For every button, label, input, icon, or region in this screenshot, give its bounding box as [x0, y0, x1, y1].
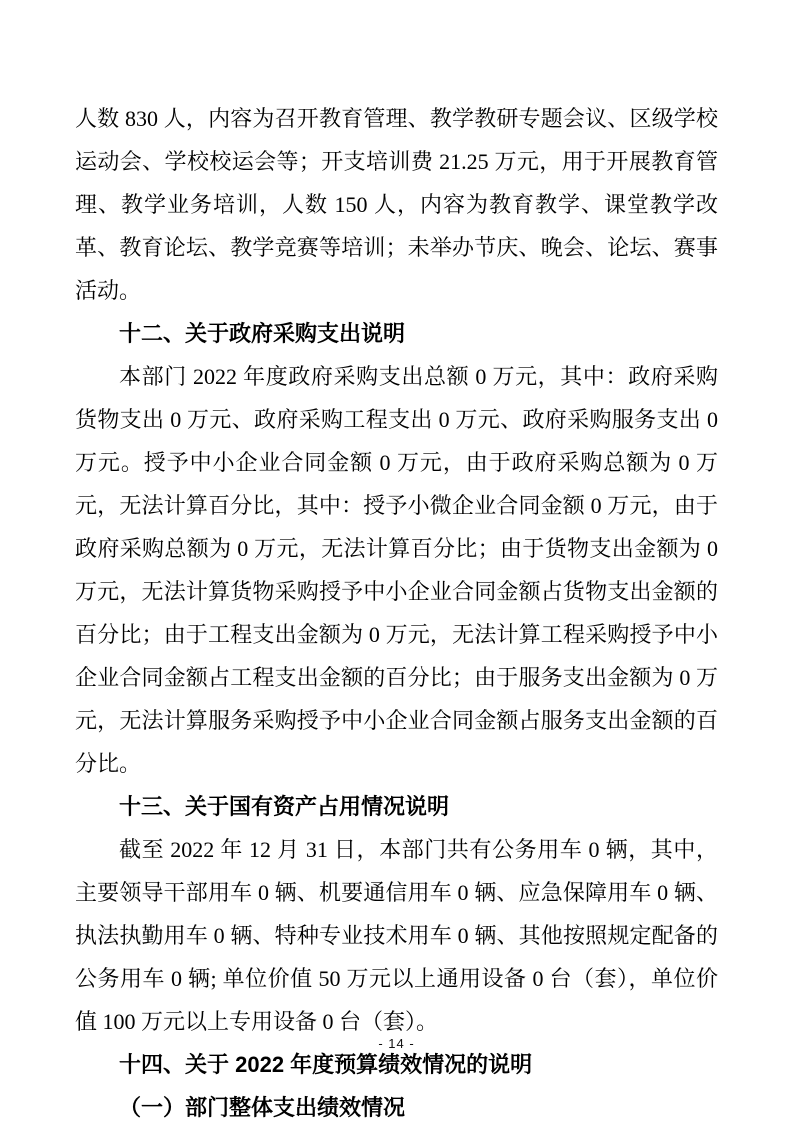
- paragraph-training-detail: 人数 830 人，内容为召开教育管理、教学教研专题会议、区级学校运动会、学校校运会等；开支培训费 21.25 万元，用于开展教育管理、教学业务培训，人数 150 人，内容为教育教学、课堂教学改革、教育论坛、教学竞赛等培训；未举办节庆、晚会、论坛、赛事活动。: [75, 106, 718, 303]
- heading-section-12-procurement: 十二、关于政府采购支出说明: [119, 321, 406, 346]
- subheading-department-expenditure-performance: （一）部门整体支出绩效情况: [119, 1095, 406, 1120]
- paragraph-procurement-detail: 本部门 2022 年度政府采购支出总额 0 万元，其中：政府采购货物支出 0 万元、政府采购工程支出 0 万元、政府采购服务支出 0 万元。授予中小企业合同金额 0 万元，由于政府采购总额为 0 万元，无法计算百分比，其中：授予小微企业合同金额 0 万元，由于政府采购总额为 0 万元，无法计算百分比；由于货物支出金额为 0 万元，无法计算货物采购授予中小企业合同金额占货物支出金额的百分比；由于工程支出金额为 0 万元，无法计算工程采购授予中小企业合同金额占工程支出金额的百分比；由于服务支出金额为 0 万元，无法计算服务采购授予中小企业合同金额占服务支出金额的百分比。: [75, 364, 718, 776]
- heading-section-14-budget-performance: 十四、关于 2022 年度预算绩效情况的说明: [119, 1052, 533, 1077]
- heading-section-13-state-assets: 十三、关于国有资产占用情况说明: [119, 794, 450, 819]
- paragraph-state-assets-detail: 截至 2022 年 12 月 31 日，本部门共有公务用车 0 辆，其中，主要领导干部用车 0 辆、机要通信用车 0 辆、应急保障用车 0 辆、执法执勤用车 0 辆、特种专业技术用车 0 辆、其他按照规定配备的公务用车 0 辆; 单位价值 50 万元以上通用设备 0 台（套），单位价值 100 万元以上专用设备 0 台（套）。: [75, 837, 718, 1034]
- document-body: [75, 97, 718, 1122]
- page-number: - 14 -: [378, 1036, 415, 1051]
